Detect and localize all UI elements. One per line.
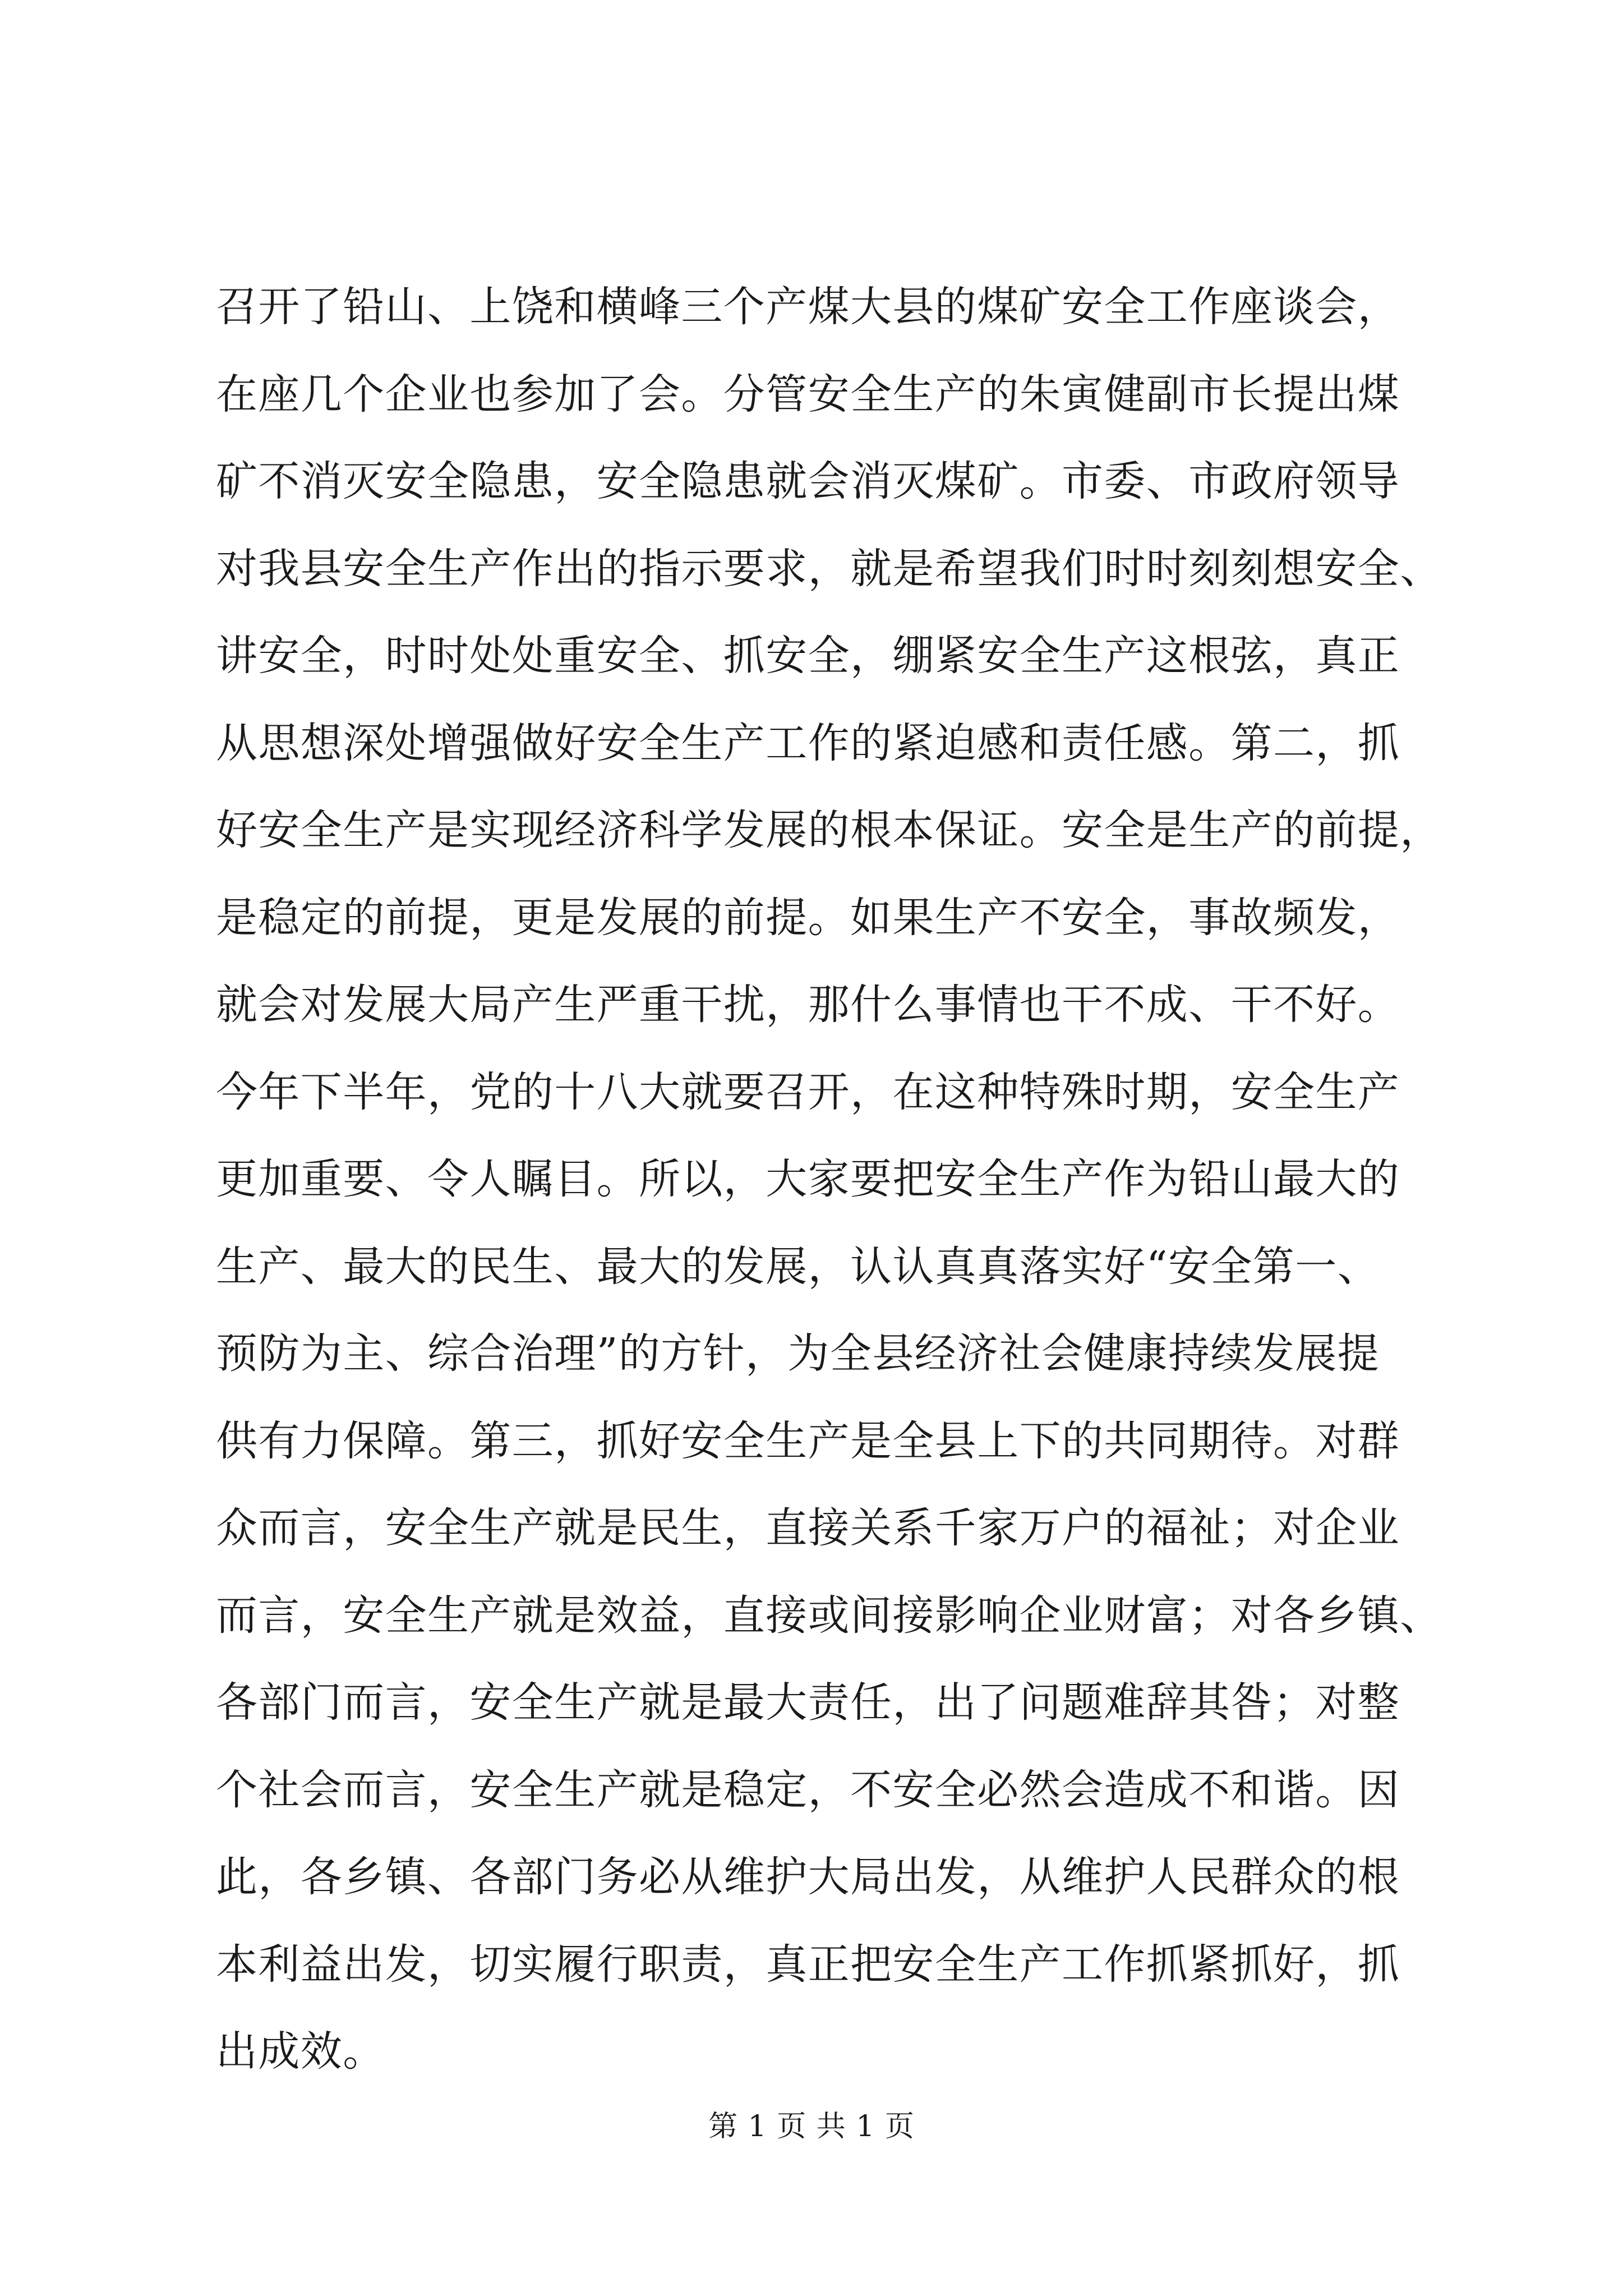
text-line: 好安全生产是实现经济科学发展的根本保证。安全是生产的前提， [216,806,1442,854]
text-line: 今年下半年，党的十八大就要召开，在这种特殊时期，安全生产 [216,1068,1400,1116]
text-line: 出成效。 [216,2027,385,2076]
text-line: 讲安全，时时处处重安全、抓安全，绷紧安全生产这根弦，真正 [216,632,1400,680]
text-line: 矿不消灭安全隐患，安全隐患就会消灭煤矿。市委、市政府领导 [216,457,1400,505]
text-line: 对我县安全生产作出的指示要求，就是希望我们时时刻刻想安全、 [216,544,1442,593]
text-line: 众而言，安全生产就是民生，直接关系千家万户的福祉；对企业 [216,1504,1400,1552]
text-line: 更加重要、令人瞩目。所以，大家要把安全生产作为铅山最大的 [216,1155,1400,1203]
body-text [216,264,1442,2096]
text-line: 生产、最大的民生、最大的发展，认认真真落实好“安全第一、 [216,1242,1380,1291]
text-line: 在座几个企业也参加了会。分管安全生产的朱寅健副市长提出煤 [216,370,1400,418]
text-line: 预防为主、综合治理”的方针，为全县经济社会健康持续发展提 [216,1329,1380,1378]
page-number-footer: 第 1 页 共 1 页 [708,2110,915,2143]
text-line: 是稳定的前提，更是发展的前提。如果生产不安全，事故频发， [216,893,1400,942]
text-line: 个社会而言，安全生产就是稳定，不安全必然会造成不和谐。因 [216,1765,1400,1814]
text-line: 而言，安全生产就是效益，直接或间接影响企业财富；对各乡镇、 [216,1591,1442,1640]
text-line: 从思想深处增强做好安全生产工作的紧迫感和责任感。第二，抓 [216,719,1400,767]
text-line: 就会对发展大局产生严重干扰，那什么事情也干不成、干不好。 [216,981,1400,1029]
text-line: 供有力保障。第三，抓好安全生产是全县上下的共同期待。对群 [216,1416,1400,1465]
text-line: 各部门而言，安全生产就是最大责任，出了问题难辞其咎；对整 [216,1678,1400,1727]
text-line: 本利益出发，切实履行职责，真正把安全生产工作抓紧抓好，抓 [216,1940,1400,1989]
text-line: 召开了铅山、上饶和横峰三个产煤大县的煤矿安全工作座谈会， [216,283,1400,331]
text-line: 此，各乡镇、各部门务必从维护大局出发，从维护人民群众的根 [216,1853,1400,1901]
